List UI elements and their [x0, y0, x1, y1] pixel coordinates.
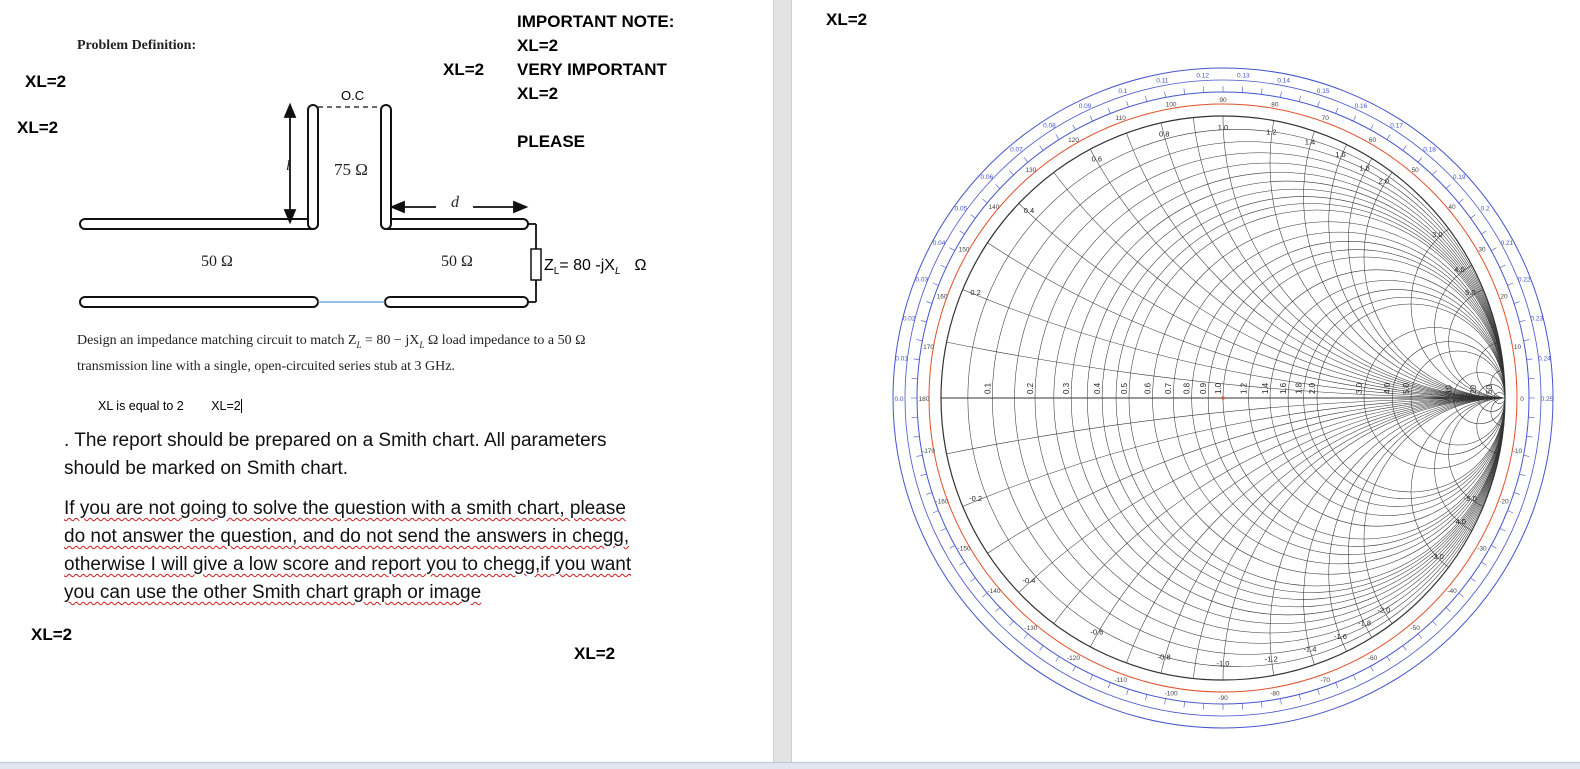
load-unit: Ω: [634, 257, 647, 274]
scale-tick: [996, 184, 1000, 188]
scale-tick: [971, 215, 976, 219]
reactance-tick-label: 4.0: [1454, 264, 1465, 274]
wavelength-tick-label: 0.11: [1156, 77, 1169, 85]
scale-tick: [1009, 621, 1013, 625]
resistance-tick-label: 1.6: [1279, 382, 1289, 394]
scale-tick: [1261, 702, 1262, 708]
left-line-impedance: 50 Ω: [201, 253, 233, 270]
scale-tick: [1280, 92, 1281, 98]
scale-tick: [1145, 96, 1146, 102]
scale-tick: [917, 340, 923, 341]
scale-tick: [1184, 88, 1185, 94]
scale-tick: [1165, 92, 1166, 98]
note-line-3: VERY IMPORTANT: [517, 60, 667, 79]
scale-tick: [933, 511, 939, 513]
scale-tick: [921, 320, 927, 321]
warning-paragraph[interactable]: [64, 495, 674, 607]
load-z-sub: L: [553, 266, 560, 278]
reactance-tick-label: -1.2: [1264, 654, 1278, 664]
window-bottom-bar: [0, 762, 1580, 769]
resistance-tick-label: 0.3: [1062, 382, 1072, 394]
angle-tick-label: 0: [1520, 396, 1524, 403]
wavelength-tick-label: 0.22: [1517, 276, 1531, 284]
scale-tick: [1127, 689, 1129, 695]
wavelength-tick-label: 0.07: [1010, 146, 1023, 154]
scale-tick: [1524, 340, 1530, 341]
resistance-tick-label: 0.7: [1164, 382, 1174, 394]
scale-tick: [1318, 101, 1320, 107]
desc-xl-sub: L: [419, 339, 425, 350]
angle-tick-label: 140: [988, 203, 1000, 211]
angle-tick-label: 10: [1513, 344, 1522, 352]
scale-tick: [941, 528, 946, 531]
xl-label-left-2: XL=2: [17, 118, 59, 137]
angle-tick-label: -120: [1066, 654, 1081, 662]
scale-tick: [1481, 562, 1486, 565]
scale-tick: [1336, 683, 1338, 689]
scale-tick: [1127, 101, 1129, 107]
resistance-tick-label: 10: [1444, 385, 1454, 394]
load-value: = 80 -jX: [559, 257, 615, 274]
xl-equal-short[interactable]: XL=2: [211, 399, 241, 413]
resistance-tick-label: 5.0: [1402, 382, 1411, 394]
description-line-2: transmission line with a single, open-circuited series stub at 3 GHz.: [77, 359, 455, 374]
chart-center: [1221, 396, 1224, 399]
scale-tick: [1353, 675, 1356, 680]
circuit-diagram: [0, 0, 773, 330]
scale-tick: [1073, 666, 1076, 671]
reactance-tick-label: -0.2: [969, 494, 983, 504]
reactance-arc: [1304, 0, 1580, 398]
scale-tick: [1519, 474, 1525, 475]
note-line-1: IMPORTANT NOTE:: [517, 12, 675, 31]
scale-tick: [1446, 607, 1450, 611]
xl-equal-text[interactable]: XL is equal to 2: [98, 399, 184, 413]
angle-tick-label: 160: [936, 293, 948, 301]
note-line-4: XL=2: [517, 84, 559, 103]
distance-arrow-head-right: [514, 202, 526, 212]
scale-tick: [1009, 171, 1013, 175]
wavelength-tick-label: 0.05: [954, 205, 968, 213]
reactance-tick-label: 1.6: [1335, 150, 1346, 160]
length-arrow-head-up: [285, 105, 295, 117]
scale-tick: [1024, 158, 1028, 163]
note-line-2: XL=2: [517, 36, 559, 55]
scale-tick: [1336, 108, 1338, 114]
scale-tick: [950, 248, 955, 251]
resistance-tick-label: 50: [1484, 385, 1494, 394]
scale-tick: [1403, 646, 1407, 651]
angle-tick-label: 40: [1448, 203, 1456, 211]
wavelength-tick-label: 0.13: [1237, 72, 1250, 80]
angle-tick-label: 30: [1478, 246, 1486, 254]
angle-tick-label: -50: [1410, 625, 1420, 633]
xl-label-right: XL=2: [826, 10, 868, 29]
scale-tick: [1073, 125, 1076, 130]
page-gutter: [773, 0, 792, 769]
scale-tick: [1040, 646, 1044, 651]
reactance-arc: [1364, 398, 1580, 680]
document-page-right[interactable]: [792, 0, 1580, 762]
scale-tick: [1370, 666, 1373, 671]
reactance-tick-label: -0.4: [1022, 575, 1036, 585]
scale-tick: [1090, 116, 1093, 121]
reactance-tick-label: -2.0: [1377, 605, 1391, 615]
load-impedance-label: [544, 257, 646, 277]
wavelength-tick-label: 0.18: [1423, 146, 1436, 154]
angle-tick-label: -90: [1218, 695, 1228, 702]
scale-tick: [926, 493, 932, 495]
stub-length-symbol: l: [286, 158, 291, 174]
stub-left-conductor: [308, 105, 318, 229]
reactance-tick-label: -3.0: [1430, 551, 1444, 561]
scale-tick: [1418, 158, 1422, 163]
main-line-lower-left: [80, 297, 318, 307]
reactance-tick-label: -4.0: [1453, 517, 1466, 527]
scale-tick: [941, 265, 946, 268]
reactance-tick-label: -0.8: [1157, 652, 1171, 662]
wavelength-tick-label: 0.02: [902, 315, 916, 323]
desc-1c: Ω load impedance to a 50 Ω: [424, 333, 586, 348]
scale-tick: [917, 455, 923, 456]
wavelength-tick-label: 0.0: [894, 396, 904, 403]
desc-1b: = 80 − jX: [361, 333, 420, 348]
warning-line-4: you can use the other Smith chart graph or image: [64, 582, 482, 603]
resistance-tick-label: 0.2: [1026, 382, 1035, 394]
reactance-arc: [1223, 398, 1580, 762]
angle-tick-label: 100: [1165, 101, 1177, 109]
scale-tick: [1318, 689, 1320, 695]
scale-tick: [1108, 683, 1110, 689]
wavelength-tick-label: 0.14: [1277, 77, 1291, 85]
reactance-arc: [1348, 398, 1580, 711]
resistance-tick-label: 0.5: [1120, 382, 1129, 394]
angle-tick-label: 120: [1068, 137, 1079, 145]
reactance-tick-label: -0.6: [1090, 627, 1104, 637]
angle-tick-label: -100: [1164, 690, 1178, 698]
scale-tick: [1418, 634, 1422, 639]
angle-tick-label: -160: [935, 498, 949, 506]
wavelength-tick-label: 0.01: [895, 355, 908, 363]
reactance-arc: [1102, 0, 1580, 398]
scale-tick: [1459, 593, 1464, 597]
angle-tick-label: 180: [918, 396, 930, 403]
scale-tick: [1524, 455, 1530, 456]
note-line-6: PLEASE: [517, 132, 586, 151]
reactance-arc: [1329, 398, 1580, 751]
scale-tick: [1184, 702, 1185, 708]
wavelength-tick-label: 0.15: [1316, 87, 1330, 95]
reactance-arc: [792, 0, 1580, 398]
reactance-arc: [792, 0, 1580, 398]
scale-tick: [1280, 699, 1281, 705]
angle-tick-label: -80: [1270, 690, 1280, 698]
reactance-tick-label: 0.6: [1091, 154, 1103, 164]
angle-tick-label: 60: [1368, 137, 1377, 145]
angle-tick-label: 130: [1025, 166, 1037, 174]
resistance-tick-label: 0.4: [1093, 382, 1103, 394]
resistance-tick-label: 3.0: [1355, 382, 1364, 394]
resistance-tick-label: 1.4: [1261, 382, 1270, 394]
scale-tick: [1299, 96, 1300, 102]
reactance-arc: [1348, 85, 1580, 398]
angle-tick-label: -150: [957, 545, 971, 553]
scale-tick: [950, 545, 955, 548]
reactance-tick-label: 1.4: [1304, 137, 1316, 147]
wavelength-tick-label: 0.08: [1043, 122, 1056, 130]
scale-tick: [1353, 116, 1356, 121]
resistance-tick-label: 0.9: [1199, 382, 1209, 394]
scale-tick: [1500, 265, 1505, 268]
scale-tick: [971, 578, 976, 582]
scale-tick: [1299, 694, 1300, 700]
resistance-tick-label: 4.0: [1383, 382, 1393, 394]
reactance-arc: [1223, 0, 1580, 398]
scale-tick: [1024, 634, 1028, 639]
xl-label-left-1: XL=2: [25, 72, 67, 91]
resistance-tick-label: 1.0: [1214, 382, 1223, 394]
reactance-tick-label: -1.0: [1216, 659, 1230, 668]
description-line-1: [77, 333, 586, 350]
scale-tick: [996, 607, 1000, 611]
resistance-tick-label: 1.8: [1294, 382, 1304, 394]
scale-tick: [1446, 184, 1450, 188]
reactance-tick-label: 0.4: [1023, 206, 1035, 216]
scale-tick: [913, 436, 919, 437]
wavelength-tick-label: 0.21: [1500, 239, 1514, 247]
scale-tick: [1040, 146, 1044, 151]
xl-label-bottom-right: XL=2: [574, 644, 616, 663]
wavelength-tick-label: 0.09: [1078, 102, 1092, 110]
angle-tick-label: -30: [1477, 545, 1487, 553]
scale-tick: [1491, 248, 1496, 251]
scale-tick: [1432, 621, 1436, 625]
report-paragraph[interactable]: [64, 427, 674, 483]
load-resistor: [531, 249, 541, 280]
scale-tick: [1459, 199, 1464, 203]
scale-tick: [1519, 320, 1525, 321]
scale-tick: [1387, 656, 1390, 661]
reactance-tick-label: -5.0: [1463, 494, 1477, 504]
main-line-upper-left: [80, 219, 318, 229]
scale-tick: [1370, 125, 1373, 130]
scale-tick: [1508, 283, 1514, 285]
resistance-tick-label: 0.8: [1182, 382, 1192, 394]
scale-tick: [1514, 302, 1520, 304]
angle-tick-label: 80: [1271, 101, 1279, 109]
warning-line-3: otherwise I will give a low score and report you to chegg,if you want: [64, 554, 632, 575]
scale-tick: [960, 562, 965, 565]
scale-tick: [1387, 135, 1390, 140]
wavelength-tick-label: 0.19: [1452, 174, 1466, 182]
resistance-tick-label: 0.1: [983, 382, 993, 394]
document-page-left[interactable]: [0, 0, 773, 762]
angle-tick-label: 90: [1219, 97, 1227, 104]
angle-tick-label: 170: [923, 344, 934, 352]
reactance-tick-label: 1.8: [1359, 163, 1370, 173]
resistance-tick-label: 0.6: [1143, 382, 1153, 394]
scale-tick: [1056, 135, 1059, 140]
load-x-sub: L: [614, 266, 621, 278]
angle-tick-label: -170: [922, 447, 936, 455]
wavelength-tick-label: 0.25: [1540, 396, 1554, 403]
reactance-arc: [1153, 0, 1580, 398]
reactance-tick-label: 0.8: [1158, 129, 1170, 139]
angle-tick-label: 150: [958, 246, 970, 254]
scale-tick: [1491, 545, 1496, 548]
angle-tick-label: -70: [1320, 676, 1330, 684]
problem-title: Problem Definition:: [77, 38, 197, 53]
scale-tick: [1403, 146, 1407, 151]
xl-label-circuit: XL=2: [443, 60, 485, 79]
desc-1a: Design an impedance matching circuit to match Z: [77, 333, 357, 348]
reactance-tick-label: 0.2: [970, 287, 981, 297]
main-line-lower-right: [385, 297, 528, 307]
angle-tick-label: -20: [1499, 498, 1509, 506]
scale-tick: [1481, 231, 1486, 234]
reactance-arc: [792, 0, 1580, 398]
warning-line-1: If you are not going to solve the question with a smith chart, please: [64, 498, 626, 519]
reactance-tick-label: 3.0: [1432, 230, 1443, 240]
xl-equal-line[interactable]: [98, 399, 242, 413]
scale-tick: [983, 199, 988, 203]
scale-tick: [926, 302, 932, 304]
xl-label-bottom-left: XL=2: [31, 625, 73, 644]
wavelength-tick-label: 0.04: [932, 239, 946, 247]
wavelength-tick-label: 0.06: [980, 174, 994, 182]
scale-tick: [1471, 215, 1476, 219]
scale-tick: [1527, 436, 1533, 437]
angle-tick-label: 110: [1115, 115, 1126, 123]
scale-tick: [1527, 359, 1533, 360]
wavelength-tick-label: 0.03: [915, 276, 929, 284]
resistance-tick-label: 2.0: [1308, 382, 1317, 394]
wavelength-tick-label: 0.12: [1196, 72, 1209, 80]
angle-tick-label: 70: [1321, 115, 1329, 123]
reactance-arc: [1304, 398, 1580, 762]
angle-tick-label: -130: [1024, 625, 1038, 633]
distance-arrow-head-left: [392, 202, 404, 212]
angle-tick-label: -110: [1114, 676, 1128, 684]
distance-symbol: d: [451, 194, 459, 211]
reactance-tick-label: 1.0: [1217, 123, 1229, 132]
report-line-2: should be marked on Smith chart.: [64, 458, 349, 479]
scale-tick: [1056, 656, 1059, 661]
wavelength-tick-label: 0.1: [1118, 87, 1128, 95]
desc-zl-sub: L: [356, 339, 362, 350]
scale-tick: [1165, 699, 1166, 705]
load-z: Z: [544, 257, 554, 274]
reactance-arc: [1329, 46, 1580, 399]
resistance-tick-label: 20: [1469, 385, 1479, 394]
right-line-impedance: 50 Ω: [441, 253, 473, 270]
reactance-arc: [941, 0, 1580, 398]
scale-tick: [933, 283, 939, 285]
wavelength-tick-label: 0.2: [1480, 205, 1490, 213]
reactance-tick-label: -1.4: [1303, 644, 1317, 654]
scale-tick: [1508, 511, 1514, 513]
oc-label: O.C: [341, 88, 365, 103]
reactance-tick-label: -1.6: [1333, 631, 1347, 641]
angle-tick-label: 50: [1411, 166, 1419, 174]
reactance-tick-label: -1.8: [1358, 618, 1372, 628]
report-line-1: . The report should be prepared on a Smith chart. All parameters: [64, 430, 607, 451]
angle-tick-label: -40: [1447, 588, 1457, 596]
scale-tick: [1090, 675, 1093, 680]
scale-tick: [1500, 528, 1505, 531]
angle-tick-label: -140: [987, 588, 1001, 596]
reactance-tick-label: 5.0: [1465, 287, 1476, 297]
angle-tick-label: -60: [1367, 654, 1378, 662]
scale-tick: [1471, 578, 1476, 582]
scale-tick: [913, 359, 919, 360]
reactance-tick-label: 1.2: [1266, 127, 1277, 137]
angle-tick-label: 20: [1500, 293, 1508, 301]
scale-tick: [921, 474, 927, 475]
warning-line-2: do not answer the question, and do not send the answers in chegg,: [64, 526, 630, 547]
stub-impedance-label: 75 Ω: [334, 160, 368, 179]
wavelength-tick-label: 0.24: [1538, 355, 1551, 363]
load-x-sub-wrap: [614, 257, 621, 278]
wavelength-tick-label: 0.23: [1530, 315, 1544, 323]
scale-tick: [1145, 694, 1146, 700]
scale-tick: [960, 231, 965, 234]
reactance-arc: [1270, 0, 1580, 398]
resistance-tick-label: 1.2: [1239, 382, 1249, 394]
main-line-upper-right: [381, 219, 528, 229]
reactance-tick-label: 2.0: [1378, 176, 1390, 186]
reactance-arc: [1102, 398, 1580, 762]
scale-tick: [1514, 493, 1520, 495]
scale-tick: [1432, 171, 1436, 175]
scale-tick: [1261, 88, 1262, 94]
reactance-arc: [800, 0, 1580, 398]
stub-right-conductor: [381, 105, 391, 229]
scale-tick: [1108, 108, 1110, 114]
smith-chart[interactable]: [792, 0, 1580, 762]
wavelength-tick-label: 0.17: [1390, 122, 1403, 130]
wavelength-tick-label: 0.16: [1354, 102, 1368, 110]
angle-tick-label: -10: [1512, 447, 1523, 455]
